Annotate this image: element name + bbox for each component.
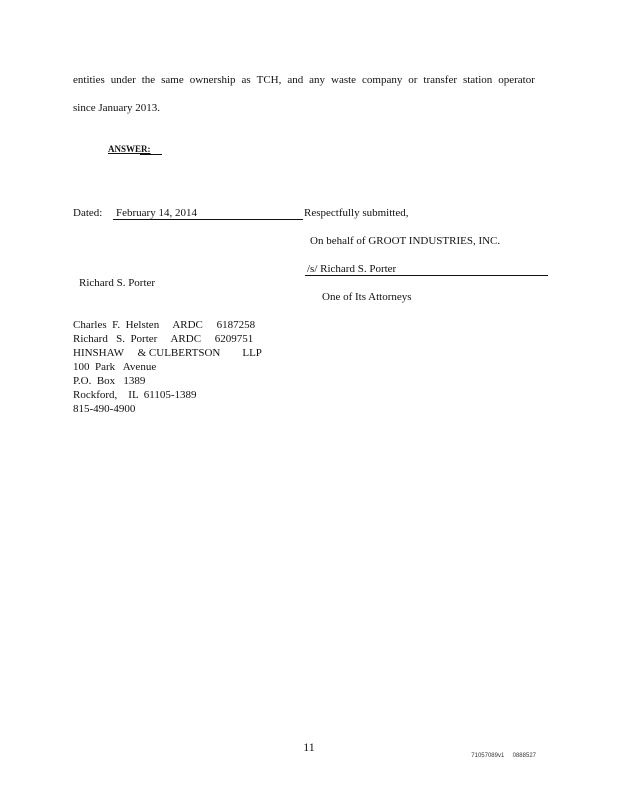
address-line: Richard S. Porter ARDC 6209751	[73, 333, 254, 345]
signer-name: Richard S. Porter	[79, 277, 156, 289]
on-behalf-text: On behalf of GROOT INDUSTRIES, INC.	[310, 235, 501, 247]
answer-label: ANSWER:	[108, 144, 151, 154]
paragraph-word: transfer	[423, 74, 457, 86]
address-line: 815-490-4900	[73, 403, 136, 415]
address-line: P.O. Box 1389	[73, 375, 146, 387]
paragraph-word: as	[241, 74, 251, 86]
paragraph-word: operator	[498, 74, 535, 86]
answer-underline	[140, 154, 162, 155]
paragraph-word: same	[161, 74, 184, 86]
closing-text: Respectfully submitted,	[304, 207, 409, 219]
signature-line	[305, 275, 548, 276]
paragraph-line-1	[73, 74, 535, 86]
address-line: 100 Park Avenue	[73, 361, 157, 373]
signature-text: /s/ Richard S. Porter	[307, 263, 397, 275]
address-line: Rockford, IL 61105-1389	[73, 389, 197, 401]
paragraph-line-2: since January 2013.	[73, 102, 161, 114]
paragraph-word: and	[287, 74, 304, 86]
paragraph-word: or	[408, 74, 418, 86]
paragraph-word: station	[462, 74, 493, 86]
paragraph-word: waste	[331, 74, 357, 86]
date-underline	[113, 219, 303, 220]
attorney-address-block	[73, 318, 262, 416]
paragraph-word: the	[141, 74, 156, 86]
address-line: HINSHAW & CULBERTSON LLP	[73, 347, 262, 359]
paragraph-word: TCH,	[256, 74, 282, 86]
paragraph-word: company	[362, 74, 403, 86]
page-number: 11	[303, 740, 315, 754]
address-line: Charles F. Helsten ARDC 6187258	[73, 319, 256, 331]
paragraph-word: under	[110, 74, 136, 86]
dated-label: Dated:	[73, 207, 103, 219]
date-value: February 14, 2014	[116, 207, 197, 219]
document-code: 71057089v1 0888527	[471, 753, 536, 759]
paragraph-word: any	[309, 74, 326, 86]
attorney-role: One of Its Attorneys	[322, 291, 412, 303]
paragraph-word: entities	[73, 74, 105, 86]
paragraph-word: ownership	[189, 74, 236, 86]
